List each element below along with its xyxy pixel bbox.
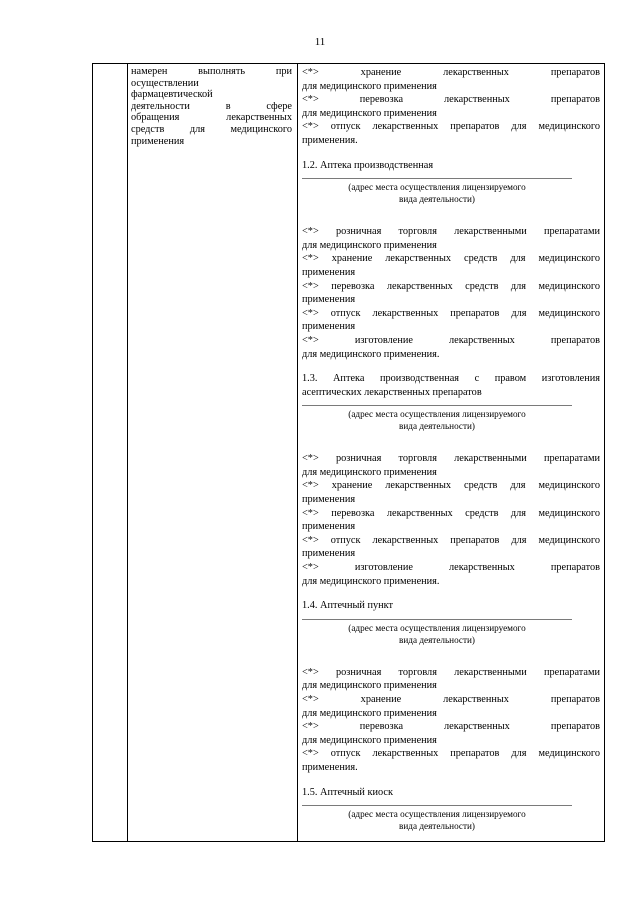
address-underline: [302, 178, 572, 179]
service-line: <*> хранение лекарственных средств для медицинского: [302, 253, 600, 265]
service-line: для медицинского применения.: [302, 575, 440, 587]
caption-line: (адрес места осуществления лицензируемого: [348, 809, 526, 820]
service-line: <*> отпуск лекарственных препаратов для медицинского: [302, 534, 600, 546]
service-line: применения.: [302, 761, 358, 773]
description-line: деятельности в сфере: [131, 100, 292, 112]
section-title-1-3: [302, 372, 600, 399]
service-line: <*> розничная торговля лекарственными препаратами: [302, 666, 600, 678]
service-line: <*> перевозка лекарственных препаратов: [302, 94, 600, 106]
description-line: обращения лекарственных: [131, 112, 292, 124]
address-underline: [302, 405, 572, 406]
service-line: <*> отпуск лекарственных препаратов для медицинского: [302, 121, 600, 133]
service-line: применения: [302, 266, 356, 278]
services-list-1-2: [302, 225, 600, 361]
section-title-1-2: 1.2. Аптека производственная: [302, 159, 434, 171]
service-line: применения: [302, 548, 356, 560]
description-line: средств для медицинского: [131, 123, 292, 135]
service-line: <*> отпуск лекарственных препаратов для медицинского: [302, 307, 600, 319]
service-line: <*> перевозка лекарственных средств для медицинского: [302, 507, 600, 519]
page-number: 11: [314, 36, 326, 48]
caption-line: (адрес места осуществления лицензируемого: [348, 622, 526, 633]
section-title-1-5: 1.5. Аптечный киоск: [302, 786, 393, 798]
service-line: для медицинского применения: [302, 680, 437, 692]
service-line: для медицинского применения: [302, 707, 437, 719]
caption-line: вида деятельности): [399, 421, 475, 432]
service-line: <*> хранение лекарственных средств для медицинского: [302, 480, 600, 492]
service-line: применения: [302, 521, 356, 533]
license-table: [92, 63, 605, 842]
service-line: для медицинского применения.: [302, 348, 440, 360]
service-line: <*> хранение лекарственных препаратов: [302, 694, 600, 705]
caption-line: вида деятельности): [399, 194, 475, 205]
service-line: <*> перевозка лекарственных препаратов: [302, 721, 600, 733]
service-line: <*> розничная торговля лекарственными препаратами: [302, 453, 600, 465]
service-line: <*> розничная торговля лекарственными препаратами: [302, 226, 600, 238]
address-caption: [302, 622, 572, 646]
service-line: для медицинского применения: [302, 734, 437, 746]
description-line: применения: [131, 135, 185, 147]
service-line: для медицинского применения: [302, 466, 437, 478]
caption-line: вида деятельности): [399, 821, 475, 832]
service-line: <*> перевозка лекарственных средств для медицинского: [302, 280, 600, 292]
service-line: для медицинского применения: [302, 107, 437, 119]
address-underline: [302, 619, 572, 620]
caption-line: (адрес места осуществления лицензируемого: [348, 409, 526, 420]
service-line: применения: [302, 494, 356, 506]
caption-line: (адрес места осуществления лицензируемого: [348, 182, 526, 193]
section-title-line: асептических лекарственных препаратов: [302, 386, 482, 398]
description-line: фармацевтической: [131, 89, 213, 101]
address-underline: [302, 805, 572, 806]
caption-line: вида деятельности): [399, 634, 475, 645]
address-caption: [302, 181, 572, 205]
section-title-line: 1.3. Аптека производственная с правом изготовления: [302, 373, 600, 385]
service-line: <*> изготовление лекарственных препаратов: [302, 562, 600, 574]
service-line: для медицинского применения: [302, 80, 437, 92]
description-line: осуществлении: [131, 77, 199, 89]
column-divider: [127, 64, 128, 841]
address-caption: [302, 808, 572, 832]
service-line: применения.: [302, 134, 358, 146]
service-line: для медицинского применения: [302, 239, 437, 251]
service-line: <*> отпуск лекарственных препаратов для медицинского: [302, 748, 600, 760]
service-line: применения: [302, 294, 356, 306]
column-divider: [297, 64, 298, 841]
intro-services-list: [302, 66, 600, 148]
service-line: <*> хранение лекарственных препаратов: [302, 67, 600, 78]
activity-description-cell: [131, 66, 292, 147]
address-caption: [302, 408, 572, 432]
description-line: намерен выполнять при: [131, 66, 292, 77]
service-line: применения: [302, 321, 356, 333]
section-title-1-4: 1.4. Аптечный пункт: [302, 600, 394, 612]
service-line: <*> изготовление лекарственных препаратов: [302, 334, 600, 346]
services-list-1-3: [302, 452, 600, 588]
services-list-1-4: [302, 666, 600, 775]
services-cell: [302, 66, 600, 832]
